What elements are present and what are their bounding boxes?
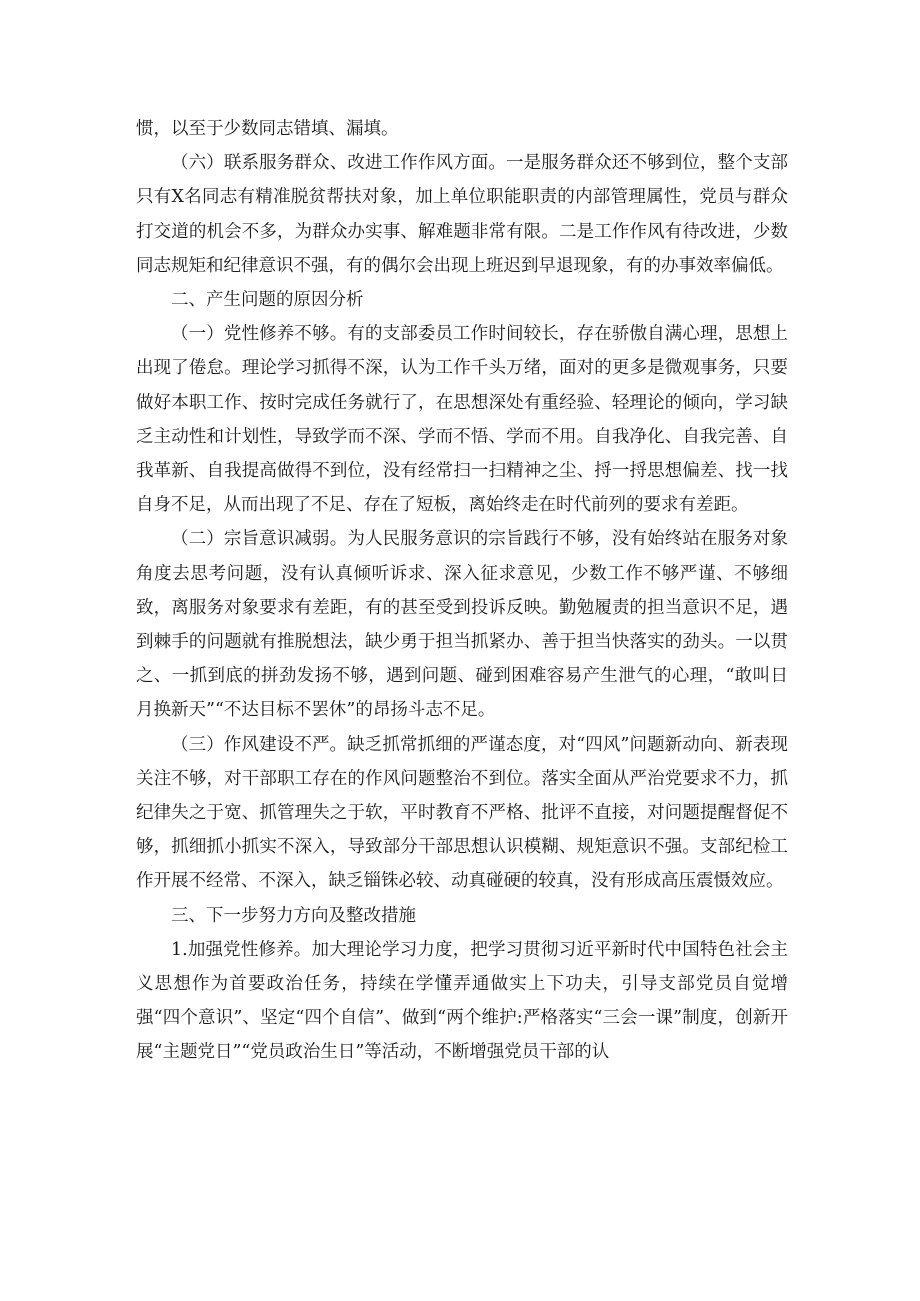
paragraph-service-masses: （六）联系服务群众、改进工作作风方面。一是服务群众还不够到位，整个支部只有X名同志有精准脱贫帮扶对象，加上单位职能职责的内部管理属性，党员与群众打交道的机会不多，为群众办实事、解难题非常有限。二是工作作风有待改进，少数同志规矩和纪律意识不强，有的偶尔会出现上班迟到早退现象，有的办事效率偏低。 — [136, 153, 788, 276]
paragraph-work-style: （三）作风建设不严。缺乏抓常抓细的严谨态度，对“四风”问题新动向、新表现关注不够，对干部职工存在的作风问题整治不到位。落实全面从严治党要求不力，抓纪律失之于宽、抓管理失之于软，平时教育不严格、批评不直接，对问题提醒督促不够，抓细抓小抓实不深入，导致部分干部思想认识模糊、规矩意识不强。支部纪检工作开展不经常、不深入，缺乏锱铢必较、动真碰硬的较真，没有形成高压震慑效应。 — [136, 734, 788, 892]
paragraph-purpose-awareness: （二）宗旨意识减弱。为人民服务意识的宗旨践行不够，没有始终站在服务对象角度去思考问题，没有认真倾听诉求、深入征求意见，少数工作不够严谨、不够细致，离服务对象要求有差距，有的甚至受到投诉反映。勤勉履责的担当意识不足，遇到棘手的问题就有推脱想法，缺少勇于担当抓紧办、善于担当快落实的劲头。一以贯之、一抓到底的拼劲发扬不够，遇到问题、碰到困难容易产生泄气的心理，“敢叫日月换新天”“不达目标不罢休”的昂扬斗志不足。 — [136, 529, 788, 721]
section-heading-next-steps: 三、下一步努力方向及整改措施 — [171, 905, 416, 926]
paragraph-party-cultivation: （一）党性修养不够。有的支部委员工作时间较长，存在骄傲自满心理，思想上出现了倦怠。理论学习抓得不深，认为工作千头万绪，面对的更多是微观事务，只要做好本职工作、按时完成任务就行了，在思想深处有重经验、轻理论的倾向，学习缺乏主动性和计划性，导致学而不深、学而不悟、学而不用。自我净化、自我完善、自我革新、自我提高做得不到位，没有经常扫一扫精神之尘、捋一捋思想偏差、找一找自身不足，从而出现了不足、存在了短板，离始终走在时代前列的要求有差距。 — [136, 324, 788, 516]
section-heading-cause-analysis: 二、产生问题的原因分析 — [171, 290, 364, 311]
document-body — [136, 112, 788, 1070]
paragraph-continuation: 惯，以至于少数同志错填、漏填。 — [136, 119, 399, 139]
paragraph-strengthen-cultivation: 1.加强党性修养。加大理论学习力度，把学习贯彻习近平新时代中国特色社会主义思想作为首要政治任务，持续在学懂弄通做实上下功夫，引导支部党员自觉增强“四个意识”、坚定“四个自信”、做到“两个维护:严格落实“三会一课”制度，创新开展“主题党日”“党员政治生日”等活动，不断增强党员干部的认 — [136, 939, 788, 1063]
